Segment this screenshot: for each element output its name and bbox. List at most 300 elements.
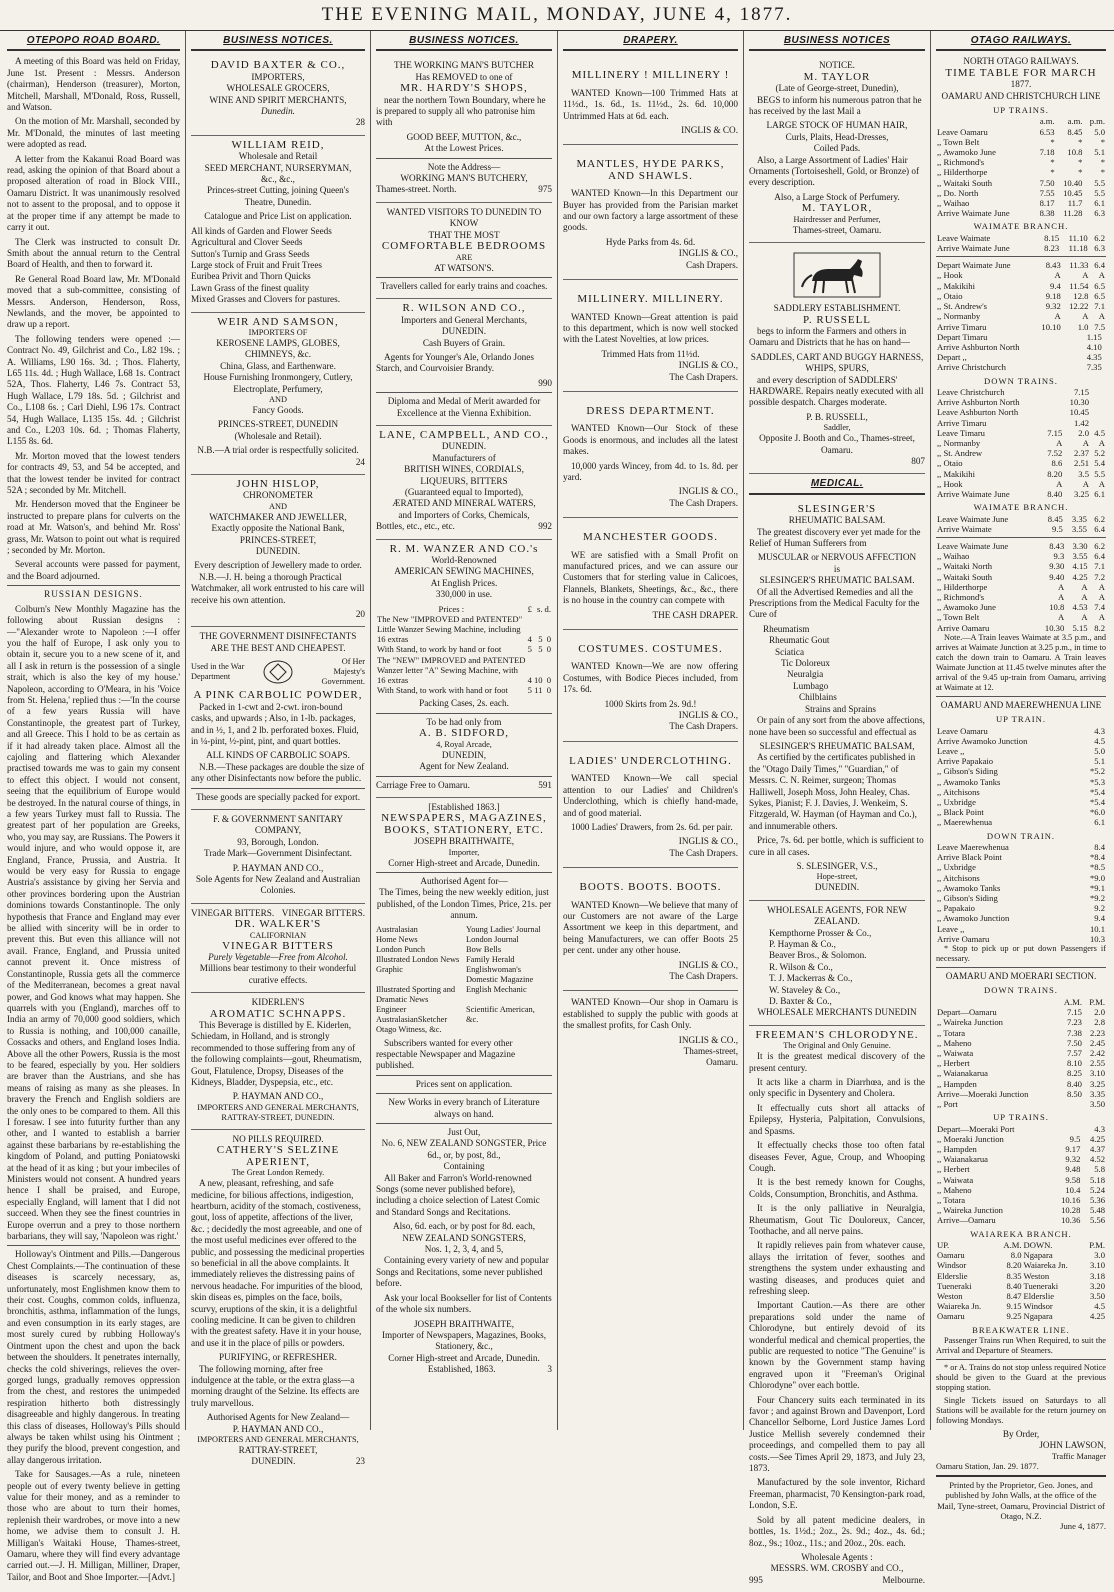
list-item: Young Ladies' Journal [466, 924, 541, 934]
time-cell: A [1058, 591, 1065, 602]
time-cell [1042, 387, 1063, 397]
time-cell: *9.2 [1089, 893, 1105, 904]
station-name: ,, Aitchisons [937, 872, 980, 883]
station-name: Arrive Waimate June [937, 208, 1010, 219]
drapery-ad [563, 145, 738, 280]
text: Ask your local Bookseller for list of Contents of the whole six numbers. [376, 1292, 552, 1315]
price-value: 0 [546, 634, 551, 645]
drapery-ad [563, 280, 738, 392]
text: P.M. [1089, 1239, 1105, 1250]
paragraph: It rapidly relieves pain from whatever cause, allays the irritation of fever, soothes and strengthens the system under exhausting and wasting diseases, and produces quiet and refreshing sleep. [749, 1240, 925, 1296]
station-name: Arrive Oamaru [937, 933, 990, 944]
list-item: Neuralgia [787, 669, 824, 680]
station-name: Leave Timaru [937, 427, 985, 438]
paragraph: It is the only palliative in Neuralgia, Rheumatism, Gout Tic Douloreux, Cancer, Toothache, and all nerve pains. [749, 1203, 925, 1236]
text: WINE AND SPIRIT MERCHANTS, [209, 94, 347, 105]
price-value: 11 [534, 685, 543, 696]
time-cell: 3.10 [1089, 1260, 1105, 1271]
timetable [936, 997, 1106, 1109]
table-row [936, 817, 1106, 827]
table-row [936, 1250, 1106, 1260]
time-cell: 6.5 [1094, 290, 1105, 301]
station-name: Leave Christchurch [937, 386, 1005, 397]
time-cell: 3.25 [1073, 488, 1089, 499]
table-row [936, 1271, 1106, 1281]
text: OAMARU AND MAEREWHENUA LINE [940, 699, 1102, 710]
kiderlen-ad [191, 993, 365, 1130]
station-name: ,, Awamoko Junction [937, 913, 1010, 924]
station-name: Leave Waimate June [937, 540, 1009, 551]
text: Also, 6d. each, or by post for 8d. each, [392, 1221, 536, 1232]
time-cell: 9.2 [1094, 903, 1105, 914]
station-name: Depart Timaru [937, 331, 988, 342]
table-row [936, 1089, 1106, 1099]
text: Bottles, etc., etc., etc. [376, 521, 455, 532]
text: Containing [443, 1161, 485, 1172]
butcher-ad [376, 56, 552, 202]
station-name: Arrive—Oamaru [937, 1215, 996, 1226]
text: Established, 1863. [427, 1364, 496, 1375]
time-cell: 10.36 [1061, 1215, 1081, 1226]
time-cell: 8.2 [1094, 622, 1105, 633]
price-value: 0 [546, 644, 551, 655]
time-cell: A [1082, 478, 1089, 489]
text: 992 [538, 521, 552, 532]
time-cell: A [1098, 612, 1105, 623]
station-name: ,, Waireka Junction [937, 1205, 1003, 1216]
time-cell: 6.53 [1039, 126, 1055, 137]
time-cell: 12.8 [1073, 290, 1089, 301]
list-item: Sciatica [775, 646, 805, 657]
time-cell: 8.6 [1051, 458, 1063, 469]
time-cell: 10.1 [1089, 923, 1105, 934]
time-cell: 4.5 [1094, 1301, 1105, 1312]
time-cell: 5.5 [1094, 187, 1105, 198]
table-row [936, 883, 1106, 893]
text: Also, a Large Stock of Perfumery. [774, 191, 900, 202]
ad-text: 1000 Ladies' Drawers, from 2s. 6d. per pair. [571, 821, 733, 832]
station-name: ,, Totara [937, 1194, 966, 1205]
time-cell: 10.10 [1041, 321, 1061, 332]
list-item: &c. [466, 1014, 479, 1024]
drapery-ad [563, 56, 738, 145]
text: DUNEDIN. [255, 546, 301, 557]
text: Cash Buyers of Grain. [422, 337, 506, 348]
text: (Late of George-street, Dunedin), [775, 83, 899, 94]
table-row [936, 924, 1106, 934]
text: This Beverage is distilled by E. Kiderlen, Schiedam, in Holland, and is strongly recommended to those suffering from any of the following complaints—gout, Rheumatism, Gout, Flatulence, Dropsy, Diseases of the Kidneys, Bladder, Dyspepsia, etc., etc. [191, 1020, 362, 1088]
time-cell: 3.55 [1071, 523, 1087, 534]
station-name: ,, Waianakarua [937, 1068, 988, 1079]
list-item: Otago Witness, &c. [376, 1024, 442, 1034]
station-name: ,, Waihao [937, 551, 970, 562]
text: PRINCES-STREET, [239, 534, 317, 545]
table-row [936, 458, 1106, 468]
text: Oamaru Station, Jan. 29. 1877. [936, 1461, 1039, 1471]
table-row [936, 1205, 1106, 1215]
time-cell: A [1098, 591, 1105, 602]
text: No. 6, NEW ZEALAND SONGSTER, Price 6d., or, by post, 8d., [381, 1138, 547, 1160]
time-cell: 8.25 [1066, 1068, 1082, 1079]
station-name: Windsor [937, 1260, 967, 1271]
station-name: Leave Maerewhenua [937, 842, 1009, 853]
table-row [936, 407, 1106, 417]
list-item: Australasian [376, 924, 418, 934]
text: P. B. RUSSELL, [806, 411, 868, 422]
text: SLESINGER'S RHEUMATIC BALSAM. [759, 575, 915, 586]
station-name: ,, Gibson's Siding [937, 766, 998, 777]
text: Of all the Advertised Remedies and all the Prescriptions from the Medical Faculty for the Cure of [749, 586, 920, 620]
ad-text: 10,000 yards Wincey, from 4d. to 1s. 8d. per yard. [563, 460, 738, 482]
text: Trade Mark—Government Disinfectant. [204, 848, 352, 859]
text: Thames-street. North. [376, 184, 457, 195]
list-item: Bow Bells [466, 944, 502, 954]
station-name: ,, Otaio [937, 458, 963, 469]
time-cell: A [1081, 612, 1088, 623]
time-cell: 5.1 [1094, 756, 1105, 767]
time-cell: 11.10 [1068, 232, 1088, 243]
list-item: Illustrated London News [376, 954, 460, 964]
station-name: Depart Waimate June [937, 260, 1011, 271]
time-cell: Tueneraki [1023, 1280, 1059, 1291]
text: DAVID BAXTER & CO., [210, 59, 346, 72]
text: BRITISH WINES, CORDIALS, [404, 464, 524, 475]
time-cell: 8.43 [1045, 260, 1061, 271]
time-cell: 3.55 [1072, 551, 1088, 562]
time-cell: 7.1 [1094, 561, 1105, 572]
list-item: T. J. Mackerras & Co., [769, 973, 853, 984]
text: OAMARU AND MOERARI SECTION. [945, 971, 1097, 982]
time-cell: 4.25 [1072, 571, 1088, 582]
ad-text: WANTED Known—Our Stock of these Goods is enormous, and includes all the latest makes. [563, 423, 738, 457]
text: Printed by the Proprietor, Geo. Jones, and published by John Walls, at the office of the Mail, Tyne-street, Oamaru, Provincial District of Otago, N.Z. [937, 1479, 1105, 1522]
table-row [936, 489, 1106, 499]
list-item: R. Wilson & Co., [769, 961, 833, 972]
table-row [936, 260, 1106, 270]
watson-ad [376, 203, 552, 299]
text: Diploma and Medal of Merit awarded for Excellence at the Vienna Exhibition. [387, 396, 541, 418]
weir-ad [191, 313, 365, 475]
text: 28 [355, 117, 365, 128]
station-name: Arrive Black Point [937, 852, 1002, 863]
time-cell: 7.35 [1086, 362, 1102, 373]
text: DOWN TRAIN. [986, 830, 1056, 841]
text: BEGS to inform his numerous patron that he has received by the last Mail a [749, 94, 922, 117]
station-name: ,, Hook [937, 478, 963, 489]
text: Containing every variety of new and popular Songs and Recitations, some never published before. [376, 1255, 549, 1289]
time-cell: *5.3 [1089, 776, 1105, 787]
time-cell: A [1081, 581, 1088, 592]
time-cell: 8.10 [1066, 1058, 1082, 1069]
text: At the Lowest Prices. [424, 143, 504, 154]
table-row [936, 1175, 1106, 1185]
text: DUNEDIN. [814, 882, 860, 893]
table-row [936, 1144, 1106, 1154]
table-row [936, 893, 1106, 903]
text: 20 [355, 609, 365, 620]
text: d. [544, 603, 551, 614]
list-item: Rheumatism [763, 623, 810, 634]
newspaper-list [376, 925, 552, 1035]
text: Corner High-street and Arcade, Dunedin. [388, 1352, 540, 1363]
drapery-ad [563, 742, 738, 868]
paragraph: On the motion of Mr. Marshall, seconded by Mr. M'Donald, the minutes of last meeting were adopted as read. [7, 116, 180, 150]
list-item: Family Herald [466, 954, 515, 964]
text: Carriage Free to Oamaru. [376, 779, 470, 790]
table-row [936, 428, 1106, 438]
text: AND [269, 501, 287, 511]
table-row [936, 479, 1106, 489]
time-cell: 5.0 [1094, 126, 1105, 137]
text: Authorised Agent for— [420, 875, 508, 886]
paragraph: Important Caution.—As there are other preparations sold under the name of Chlorodyne, but entirely devoid of its wonderful medical and chemical properties, the public are requested to notice "The Genuine" is known by the Government stamp having engraved upon it "Freeman's Original Chlorodyne" over each bottle. [749, 1300, 925, 1391]
table-row [936, 127, 1106, 137]
time-cell: 2.0 [1078, 427, 1089, 438]
table-row [936, 1301, 1106, 1311]
time-cell: A [1054, 311, 1061, 322]
list-item: Strains and Sprains [805, 703, 876, 714]
list-item: Graphic [376, 964, 403, 974]
time-cell: 5.36 [1089, 1194, 1105, 1205]
text: and every description of SADDLERS' HARDWARE. Repairs neatly executed with all possible despatch. Charges moderate. [749, 374, 924, 408]
text: MR. HARDY'S SHOPS, [400, 82, 528, 95]
time-cell [1057, 1099, 1083, 1109]
time-cell: *6.0 [1089, 807, 1105, 818]
time-cell: 6.4 [1094, 523, 1105, 534]
text: Hope-street, [816, 872, 858, 882]
text: OAMARU AND CHRISTCHURCH LINE [941, 90, 1101, 101]
russian-article [7, 604, 180, 1243]
station-name: ,, Uxbridge [937, 862, 976, 873]
table-row [936, 1260, 1106, 1270]
text: Prices : [438, 603, 465, 614]
text: Packed in 1-cwt and 2-cwt. iron-bound casks, and upwards ; Also, in 1-lb. packages, and in ½, 1, and 2 lb. perforated boxes. Fluid, in ¼-pint, ½-pint, pint, and quart bottles. [191, 701, 359, 746]
time-cell: 10.30 [1069, 397, 1089, 408]
time-cell: Elderslie [1023, 1290, 1055, 1301]
time-cell [1103, 332, 1106, 342]
list-item: Mixed Grasses and Clovers for pastures. [191, 294, 341, 305]
text: RATTRAY-STREET, [238, 1445, 318, 1456]
time-cell: 4.15 [1072, 561, 1088, 572]
table-row [936, 862, 1106, 872]
ad-heading: MILLINERY. MILLINERY. [577, 293, 724, 306]
ad-signature: INGLIS & CO., [678, 1034, 738, 1045]
list-item: AustralasianSketcher [376, 1014, 448, 1024]
list-item [466, 1025, 552, 1035]
text: Subscribers wanted for every other respectable Newspaper and Magazine published. [376, 1037, 516, 1071]
text: Hairdresser and Perfumer, [793, 214, 881, 224]
table-row [936, 514, 1106, 524]
time-cell: A [1058, 612, 1065, 623]
text: DUNEDIN, [441, 749, 487, 760]
time-cell: 4.25 [1089, 1133, 1105, 1144]
text: Importers and General Merchants, [400, 314, 528, 325]
text: Purely Vegetable—Free from Alcohol. [208, 952, 348, 962]
text: begs to inform the Farmers and others in Oamaru and Districts that he has on hand— [749, 325, 910, 348]
newspaper-title: THE EVENING MAIL, MONDAY, JUNE 4, 1877. [321, 4, 793, 25]
text: CALIFORNIAN [249, 930, 307, 940]
text: WILLIAM REID, [231, 138, 325, 151]
section-heading: BUSINESS NOTICES. [376, 33, 552, 51]
time-cell: 3.20 [1089, 1280, 1105, 1291]
text: SADDLES, CART AND BUGGY HARNESS, WHIPS, SPURS, [750, 351, 924, 374]
list-item: Lawn Grass of the finest quality [191, 282, 310, 293]
station-name: ,, St. Andrew's [937, 301, 988, 312]
text: 4, Royal Arcade, [436, 739, 492, 749]
time-cell: 9.32 [1045, 301, 1061, 312]
time-cell: 1.15 [1086, 331, 1102, 342]
list-item: Beaver Bros., & Solomon. [769, 950, 867, 961]
table-row [936, 311, 1106, 321]
table-row [936, 736, 1106, 746]
time-cell: 5.4 [1094, 458, 1105, 469]
text: UP TRAINS. [993, 1112, 1049, 1123]
table-row [936, 1099, 1106, 1109]
time-cell: 11.28 [1063, 208, 1083, 219]
ad-signature: INGLIS & CO., [678, 248, 738, 259]
time-cell: 5.5 [1094, 177, 1105, 188]
time-cell: 8.40 [1006, 1280, 1022, 1291]
time-cell: 5.2 [1094, 448, 1105, 459]
time-cell: 7.38 [1066, 1027, 1082, 1038]
time-cell: A [1098, 437, 1105, 448]
table-row [936, 342, 1106, 352]
list-item: Kempthorne Prosser & Co., [769, 927, 872, 938]
time-cell [1103, 352, 1106, 362]
time-cell: 9.40 [1049, 571, 1065, 582]
list-item: Rheumatic Gout [769, 635, 830, 646]
time-cell: 5.0 [1094, 746, 1105, 757]
text: near the northern Town Boundary, where he is prepared to supply all who patronise him with [376, 94, 546, 128]
text: JOHN LAWSON, [1039, 1440, 1106, 1451]
table-row [936, 551, 1106, 561]
paragraph: Re General Road Board law, Mr. M'Donald moved that a sub-committee, consisting of Messrs. Anderson, Henderson, Ross, Newlands, and the mover, be appointed to draw up a report. [7, 273, 180, 330]
text: China, Glass, and Earthenware. [220, 360, 336, 371]
drapery-ad [563, 868, 738, 991]
text: GOOD BEEF, MUTTON, &c., [406, 131, 522, 142]
baxter-ad [191, 56, 365, 135]
wanzer-ad [376, 540, 552, 798]
price-desc: The "NEW" IMPROVED and PATENTED Wanzer letter "A" Sewing Machine, with 16 extras [377, 654, 526, 686]
time-cell: 6.3 [1094, 208, 1105, 219]
time-cell: 7.1 [1094, 301, 1105, 312]
ad-text: WANTED Known—We are now offering Costumes, with Bodice Pieces included, from 17s. 6d. [563, 661, 738, 695]
time-cell: 4.37 [1089, 1143, 1105, 1154]
station-name: ,, Hampden [937, 1078, 977, 1089]
hislop-ad [191, 475, 365, 627]
price-value: 0 [546, 685, 551, 696]
station-name: Depart ,, [937, 352, 967, 363]
ad-heading: MANTLES, HYDE PARKS, AND SHAWLS. [576, 158, 725, 182]
price-desc: The New "IMPROVED and PATENTED" Little Wanzer Sewing Machine, including 16 extras [377, 613, 523, 645]
time-cell: 11.33 [1069, 260, 1089, 271]
column-4 [558, 31, 744, 1430]
text: SLESINGER'S [797, 502, 877, 515]
time-cell: * [1050, 167, 1055, 178]
station-name: Tueneraki [937, 1280, 972, 1291]
paragraph: The following tenders were opened :—Contract No. 49, Gilchrist and Co., L82 19s. ; A. Williams, L90 16s. 3d. ; Thos. Flaherty, L65 11s. 4d. ; Hugh Wallace, L68 1s. Contract 52A, Thos. Flaherty, L46 7s. Contract 53, Hugh Wallace, L79 18s. 5d. ; Gilchrist and Co., L108 6s. ; Carl Diehl, L96 17s. Contract 54, Hugh Wallace, L135 15s. 4d. ; Gilchrist and Co., L203 10s. 6d. ; Thomas Flaherty, L155 8s. 6d. [7, 333, 180, 447]
time-cell: 2.37 [1073, 448, 1089, 459]
text: Agent for New Zealand. [419, 761, 509, 772]
text: FREEMAN'S CHLORODYNE. [755, 1028, 919, 1041]
text: TIME TABLE FOR MARCH [945, 66, 1097, 79]
table-row [936, 561, 1106, 571]
time-cell: A [1082, 270, 1089, 281]
list-item: Chilblains [799, 692, 837, 703]
table-row [936, 1164, 1106, 1174]
ad-signature: The Cash Drapers. [669, 847, 738, 858]
ad-text: WANTED Known—In this Department our Buyer has provided from the Parisian market and our own factory a large assortment of these goods. [563, 188, 738, 233]
station-name: Leave ,, [937, 746, 965, 757]
time-cell: 8.50 [1066, 1088, 1082, 1099]
time-cell: 2.8 [1094, 1017, 1105, 1028]
time-cell: Waiareka Jn. [1023, 1260, 1068, 1271]
text: Fancy Goods. [252, 404, 304, 415]
time-cell: 8.45 [1067, 126, 1083, 137]
station-name: Arrive Ashburton North [937, 341, 1020, 352]
text: 1877. [1010, 79, 1032, 90]
station-name: ,, Waireka Junction [937, 1017, 1003, 1028]
text: Coiled Pads. [813, 143, 861, 154]
holloway-ad: Holloway's Ointment and Pills.—Dangerous Chest Complaints.—The continuation of these diseases is scarcely necessary, as, unfortunately, most Englishmen know them to their cost. Coughs, common colds, influenza, bronchitis, asthma, inflammation of the lungs, and even consumption in its early stages, are most surely cured by rubbing Holloway's Ointment upon the chest and upon the back between the shoulders. It penetrates internally, checks the cold shiverings, relieves the over-gorged lungs, gradually removes oppression from the chest, and restores the unimpeded respiration hitherto both distressingly disagreeable and highly dangerous. In treating this class of diseases, Holloway's Pills should always be taken whilst using his Ointment ; they purify the blood, prevent congestion, and allay dangerous irritation. [7, 1249, 180, 1465]
text: WATCHMAKER AND JEWELLER, [209, 511, 347, 522]
time-cell: 6.4 [1094, 551, 1105, 562]
station-name: ,, Hilderthorpe [937, 581, 988, 592]
text: A.M. [1003, 1239, 1022, 1250]
time-cell: 8.38 [1039, 208, 1055, 219]
text: * Stop to pick up or put down Passengers if necessary. [936, 944, 1106, 964]
text: NO PILLS REQUIRED. [232, 1133, 324, 1144]
sanitary-ad [191, 810, 365, 904]
table-row [936, 157, 1106, 167]
station-name: ,, Normanby [937, 437, 981, 448]
text: IMPORTERS OF [248, 327, 308, 337]
road-board-report [7, 56, 180, 582]
text: Importer, [448, 847, 480, 857]
text: P. RUSSELL [802, 313, 872, 326]
time-cell: * [1100, 136, 1105, 147]
ad-signature: The Cash Drapers. [669, 371, 738, 382]
text: JOHN HISLOP, [236, 478, 320, 490]
time-cell: 4.5 [1094, 735, 1105, 746]
text: WAIMATE BRANCH. [973, 221, 1069, 232]
text: THE GOVERNMENT DISINFECTANTS ARE THE BEST AND CHEAPEST. [199, 631, 357, 653]
list-item: Lumbago [793, 680, 829, 691]
time-cell: 6.1 [1094, 488, 1105, 499]
time-cell: 5.5 [1094, 468, 1105, 479]
ad-text: WANTED Known—Our shop in Oamaru is established to supply the public with goods at the smallest profits, for Cash Only. [563, 997, 738, 1031]
text: COMFORTABLE BEDROOMS [381, 240, 547, 253]
text: Prices sent on application. [415, 1078, 513, 1089]
table-row [936, 903, 1106, 913]
time-cell: 6.2 [1094, 232, 1105, 243]
time-cell: 9.3 [1053, 551, 1065, 562]
station-name: ,, Richmond's [937, 157, 985, 168]
drapery-ad [563, 518, 738, 630]
time-cell: 7.15 [1066, 1007, 1082, 1018]
time-cell: 9.15 [1006, 1301, 1022, 1312]
list-item: Euribea Privit and Thorn Quicks [191, 271, 311, 282]
text: IMPORTERS, [251, 71, 305, 82]
time-cell: 3.50 [1089, 1098, 1105, 1109]
text: DUNEDIN. [251, 1456, 296, 1467]
timetable [936, 541, 1106, 633]
price-desc: With Stand, to work with hand or foot [377, 685, 508, 696]
text: WHOLESALE AGENTS, FOR NEW ZEALAND. [767, 904, 907, 927]
text: JOSEPH BRAITHWAITE, [413, 836, 515, 847]
text: DOWN TRAINS. [984, 375, 1058, 386]
station-name: ,, Hilderthorpe [937, 167, 988, 178]
